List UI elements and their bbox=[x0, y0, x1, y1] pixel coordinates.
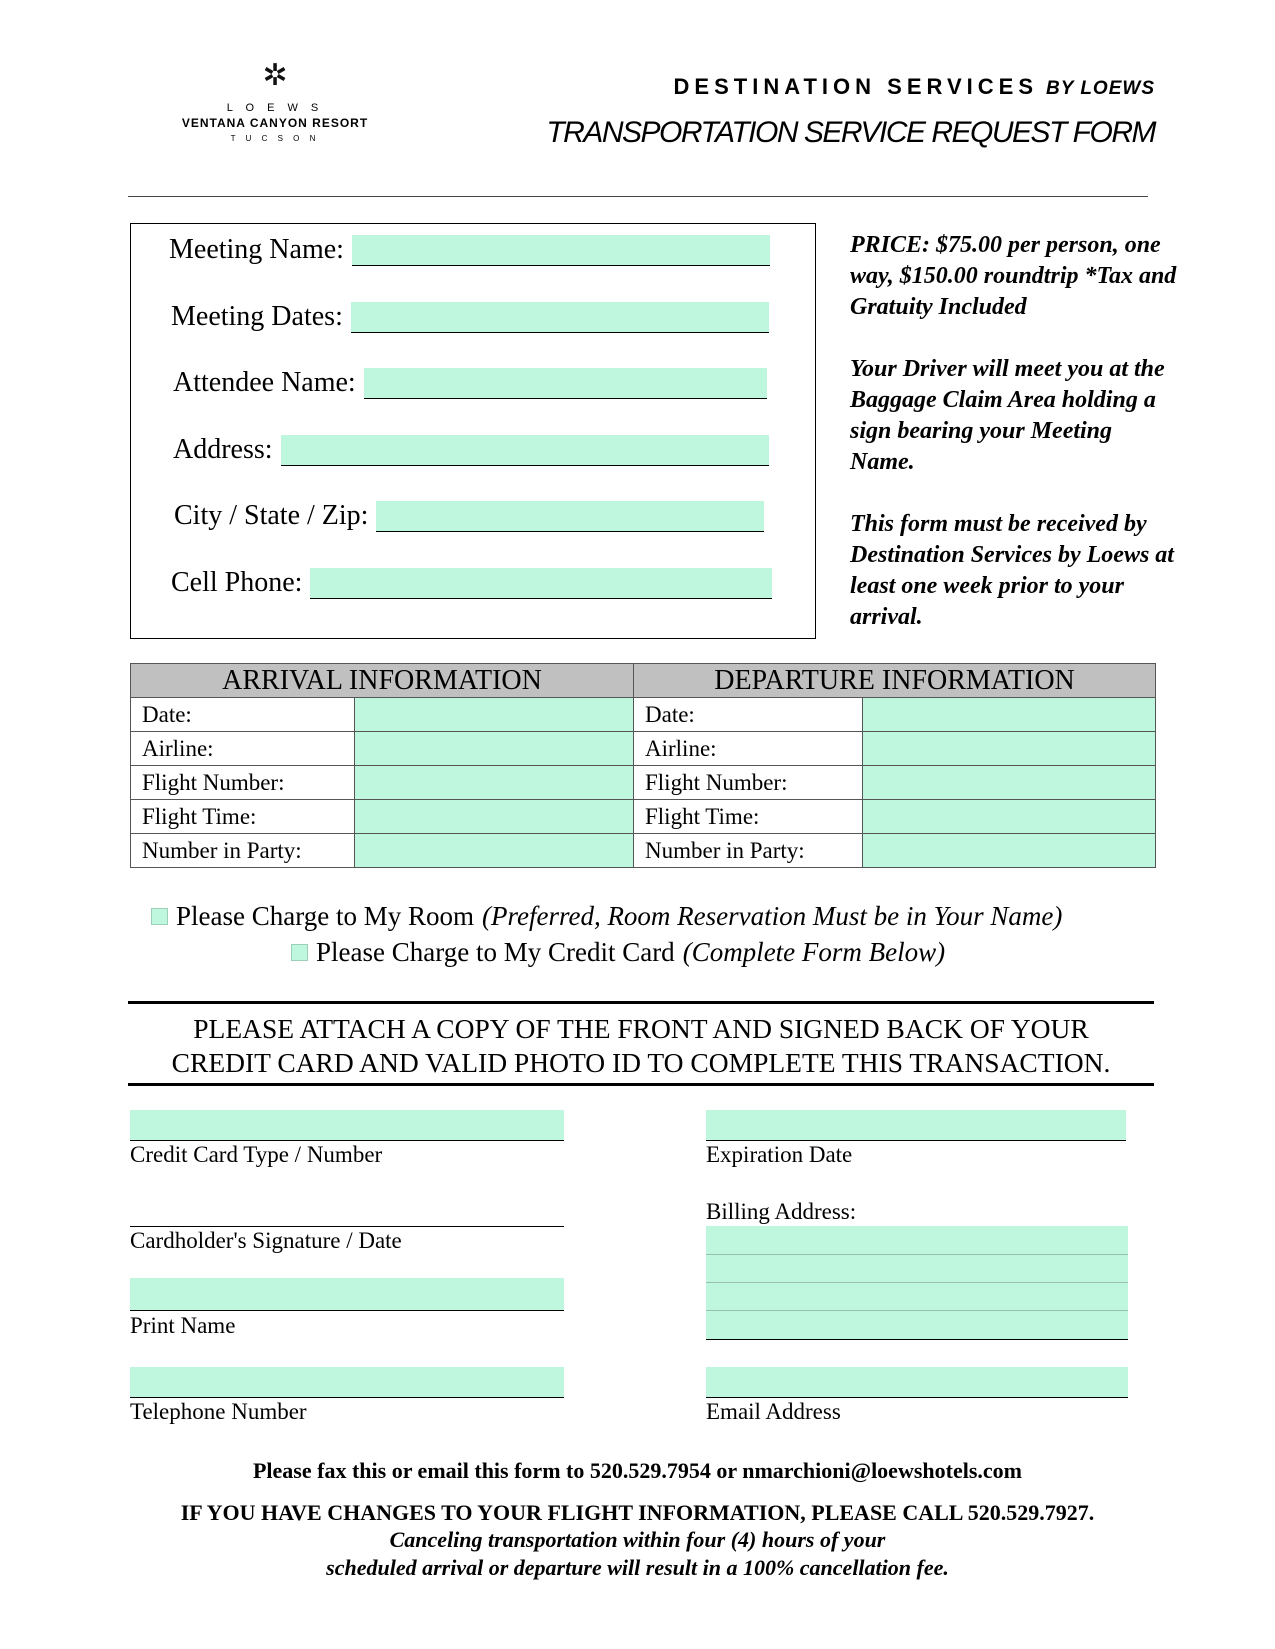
logo-line-1: L O E W S bbox=[226, 102, 324, 114]
billing-address-line-1[interactable] bbox=[706, 1226, 1128, 1255]
city-state-zip-row bbox=[174, 500, 764, 532]
table-row bbox=[131, 834, 1156, 868]
city-state-zip-field[interactable] bbox=[376, 501, 764, 532]
departure-flight-time-label: Flight Time: bbox=[634, 800, 863, 834]
flight-info-table bbox=[130, 663, 1156, 868]
billing-address-label: Billing Address: bbox=[706, 1199, 857, 1224]
arrival-airline-label: Airline: bbox=[131, 732, 355, 766]
arrival-flight-number-label: Flight Number: bbox=[131, 766, 355, 800]
card-type-number-label: Credit Card Type / Number bbox=[130, 1142, 383, 1167]
address-label: Address: bbox=[173, 434, 273, 465]
billing-address-line-4[interactable] bbox=[706, 1311, 1128, 1340]
attach-notice bbox=[128, 1012, 1154, 1080]
charge-room-label: Please Charge to My Room bbox=[176, 901, 474, 931]
address-row bbox=[173, 434, 769, 466]
logo-line-2: VENTANA CANYON RESORT bbox=[181, 116, 369, 130]
departure-airline-field[interactable] bbox=[863, 732, 1156, 766]
fax-email-instructions: Please fax this or email this form to 520.529.7954 or nmarchioni@loewshotels.com bbox=[252, 1458, 1022, 1483]
attendee-name-field[interactable] bbox=[364, 368, 767, 399]
arrival-party-field[interactable] bbox=[355, 834, 634, 868]
departure-flight-number-label: Flight Number: bbox=[634, 766, 863, 800]
meeting-name-label: Meeting Name: bbox=[169, 234, 344, 265]
form-title: TRANSPORTATION SERVICE REQUEST FORM bbox=[546, 116, 1155, 149]
departure-header: DEPARTURE INFORMATION bbox=[634, 664, 1156, 698]
table-row bbox=[131, 698, 1156, 732]
cancellation-line-2: scheduled arrival or departure will result in a 100% cancellation fee. bbox=[326, 1555, 949, 1580]
charge-card-checkbox[interactable] bbox=[291, 944, 308, 961]
notice-top-rule bbox=[128, 1001, 1154, 1004]
meeting-info-box bbox=[130, 223, 816, 639]
charge-room-checkbox[interactable] bbox=[151, 908, 168, 925]
attach-notice-line-1: PLEASE ATTACH A COPY OF THE FRONT AND SIGNED BACK OF YOUR bbox=[193, 1013, 1089, 1044]
arrival-airline-field[interactable] bbox=[355, 732, 634, 766]
table-row bbox=[131, 800, 1156, 834]
cancellation-policy bbox=[0, 1526, 1275, 1582]
telephone-label: Telephone Number bbox=[130, 1399, 307, 1424]
services-title bbox=[674, 74, 1155, 100]
cactus-star-icon: ✲ bbox=[262, 58, 288, 93]
deadline-note: This form must be received by Destination Services by Loews at least one week prior to your arrival. bbox=[850, 511, 1174, 630]
cardholder-signature-field[interactable] bbox=[130, 1199, 564, 1227]
logo-line-3: T U C S O N bbox=[230, 134, 320, 143]
card-type-number-field[interactable] bbox=[130, 1110, 564, 1141]
table-row bbox=[131, 732, 1156, 766]
expiration-date-field[interactable] bbox=[706, 1110, 1126, 1141]
charge-room-option bbox=[151, 901, 1062, 932]
email-address-field[interactable] bbox=[706, 1367, 1128, 1398]
cancellation-line-1: Canceling transportation within four (4) hours of your bbox=[389, 1527, 886, 1552]
notice-bottom-rule bbox=[128, 1083, 1154, 1086]
billing-address-line-3[interactable] bbox=[706, 1283, 1128, 1311]
city-state-zip-label: City / State / Zip: bbox=[174, 500, 369, 531]
charge-card-label: Please Charge to My Credit Card bbox=[316, 937, 675, 967]
attach-notice-line-2: CREDIT CARD AND VALID PHOTO ID TO COMPLETE THIS TRANSACTION. bbox=[171, 1047, 1111, 1078]
address-field[interactable] bbox=[281, 435, 769, 466]
cell-phone-field[interactable] bbox=[310, 568, 772, 599]
services-title-main: DESTINATION SERVICES bbox=[673, 74, 1038, 99]
print-name-label: Print Name bbox=[130, 1313, 236, 1338]
departure-airline-label: Airline: bbox=[634, 732, 863, 766]
departure-party-field[interactable] bbox=[863, 834, 1156, 868]
email-address-label: Email Address bbox=[706, 1399, 841, 1424]
flight-changes-notice: IF YOU HAVE CHANGES TO YOUR FLIGHT INFORMATION, PLEASE CALL 520.529.7927. bbox=[180, 1500, 1095, 1525]
header-divider bbox=[128, 196, 1148, 197]
charge-room-note: (Preferred, Room Reservation Must be in Your Name) bbox=[481, 901, 1063, 931]
cardholder-signature-label: Cardholder's Signature / Date bbox=[130, 1228, 402, 1253]
departure-flight-time-field[interactable] bbox=[863, 800, 1156, 834]
expiration-date-label: Expiration Date bbox=[706, 1142, 853, 1167]
billing-address-line-2[interactable] bbox=[706, 1255, 1128, 1283]
cell-phone-label: Cell Phone: bbox=[171, 567, 303, 598]
arrival-flight-number-field[interactable] bbox=[355, 766, 634, 800]
arrival-flight-time-field[interactable] bbox=[355, 800, 634, 834]
arrival-header: ARRIVAL INFORMATION bbox=[131, 664, 634, 698]
driver-note: Your Driver will meet you at the Baggage Claim Area holding a sign bearing your Meeting Name. bbox=[850, 356, 1165, 475]
attendee-name-row bbox=[173, 367, 767, 399]
charge-card-option bbox=[291, 937, 945, 968]
cell-phone-row bbox=[171, 567, 772, 599]
table-row bbox=[131, 766, 1156, 800]
arrival-date-label: Date: bbox=[131, 698, 355, 732]
departure-date-label: Date: bbox=[634, 698, 863, 732]
departure-flight-number-field[interactable] bbox=[863, 766, 1156, 800]
arrival-flight-time-label: Flight Time: bbox=[131, 800, 355, 834]
arrival-party-label: Number in Party: bbox=[131, 834, 355, 868]
departure-party-label: Number in Party: bbox=[634, 834, 863, 868]
price-note: PRICE: $75.00 per person, one way, $150.00 roundtrip *Tax and Gratuity Included bbox=[850, 232, 1177, 320]
flight-table-header bbox=[131, 664, 1156, 698]
attendee-name-label: Attendee Name: bbox=[173, 367, 356, 398]
meeting-name-row bbox=[169, 234, 770, 266]
telephone-field[interactable] bbox=[130, 1367, 564, 1398]
print-name-field[interactable] bbox=[130, 1278, 564, 1311]
meeting-dates-label: Meeting Dates: bbox=[171, 301, 343, 332]
meeting-name-field[interactable] bbox=[352, 235, 770, 266]
meeting-dates-field[interactable] bbox=[351, 302, 769, 333]
departure-date-field[interactable] bbox=[863, 698, 1156, 732]
service-notes bbox=[850, 230, 1180, 664]
arrival-date-field[interactable] bbox=[355, 698, 634, 732]
services-title-by: BY LOEWS bbox=[1046, 78, 1155, 99]
meeting-dates-row bbox=[171, 301, 769, 333]
resort-logo bbox=[150, 60, 400, 143]
charge-card-note: (Complete Form Below) bbox=[682, 937, 946, 967]
